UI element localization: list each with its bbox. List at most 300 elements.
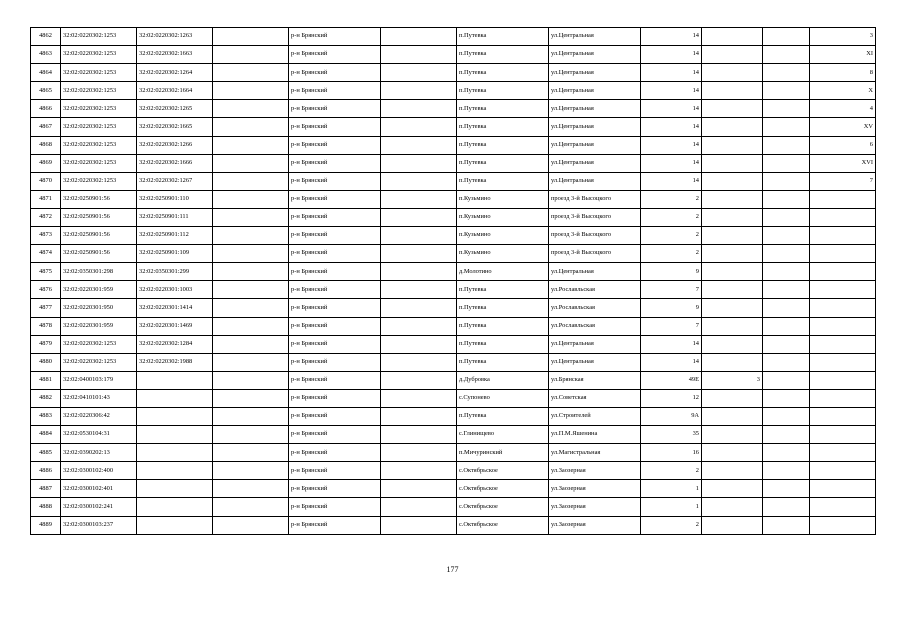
parent-cadastral-number-cell: 32:02:0220302:1284 [137,335,213,353]
blank-col-11-cell [763,82,810,100]
blank-col-6-cell [381,317,457,335]
blank-col-11-cell [763,64,810,82]
apartment-number-cell [810,516,876,534]
building-number-cell [702,317,763,335]
blank-col-6-cell [381,227,457,245]
cadastral-number-cell: 32:02:0220301:959 [61,281,137,299]
blank-col-6-cell [381,281,457,299]
street-cell: ул.Советская [549,389,641,407]
apartment-number-cell: XVI [810,154,876,172]
building-number-cell [702,46,763,64]
street-cell: ул.Рославльская [549,281,641,299]
house-number-cell: 14 [641,154,702,172]
building-number-cell [702,462,763,480]
parent-cadastral-number-cell: 32:02:0220301:1414 [137,299,213,317]
table-row [31,154,876,172]
blank-col-4-cell [213,480,289,498]
settlement-cell: п.Мичуринский [457,444,549,462]
blank-col-6-cell [381,299,457,317]
blank-col-11-cell [763,172,810,190]
parent-cadastral-number-cell: 32:02:0220302:1666 [137,154,213,172]
cadastral-number-cell: 32:02:0250901:56 [61,208,137,226]
house-number-cell: 2 [641,245,702,263]
street-cell: ул.Рославльская [549,317,641,335]
street-cell: ул.Рославльская [549,299,641,317]
house-number-cell: 7 [641,317,702,335]
district-cell: р-н Брянский [289,172,381,190]
table-row [31,353,876,371]
table-row [31,335,876,353]
blank-col-11-cell [763,498,810,516]
blank-col-11-cell [763,190,810,208]
table-row [31,64,876,82]
district-cell: р-н Брянский [289,389,381,407]
row-index-cell: 4889 [31,516,61,534]
row-index-cell: 4885 [31,444,61,462]
settlement-cell: п.Путевка [457,28,549,46]
house-number-cell: 12 [641,389,702,407]
table-row [31,208,876,226]
street-cell: ул.Центральная [549,172,641,190]
parent-cadastral-number-cell [137,444,213,462]
district-cell: р-н Брянский [289,136,381,154]
house-number-cell: 14 [641,82,702,100]
blank-col-6-cell [381,407,457,425]
settlement-cell: с.Глинищево [457,426,549,444]
blank-col-4-cell [213,335,289,353]
settlement-cell: п.Путевка [457,82,549,100]
parent-cadastral-number-cell: 32:02:0250901:111 [137,208,213,226]
blank-col-6-cell [381,426,457,444]
building-number-cell [702,426,763,444]
district-cell: р-н Брянский [289,371,381,389]
settlement-cell: с.Супонево [457,389,549,407]
blank-col-4-cell [213,28,289,46]
parent-cadastral-number-cell: 32:02:0220302:1988 [137,353,213,371]
apartment-number-cell: XI [810,46,876,64]
apartment-number-cell [810,208,876,226]
settlement-cell: п.Путевка [457,118,549,136]
apartment-number-cell: 3 [810,28,876,46]
blank-col-6-cell [381,245,457,263]
blank-col-11-cell [763,335,810,353]
blank-col-4-cell [213,498,289,516]
row-index-cell: 4880 [31,353,61,371]
building-number-cell [702,118,763,136]
blank-col-11-cell [763,389,810,407]
settlement-cell: п.Кузьмино [457,208,549,226]
parent-cadastral-number-cell: 32:02:0250901:109 [137,245,213,263]
building-number-cell [702,444,763,462]
blank-col-4-cell [213,154,289,172]
house-number-cell: 14 [641,335,702,353]
settlement-cell: п.Путевка [457,172,549,190]
house-number-cell: 14 [641,136,702,154]
blank-col-4-cell [213,299,289,317]
house-number-cell: 2 [641,190,702,208]
street-cell: проезд 3-й Высоцкого [549,208,641,226]
blank-col-11-cell [763,118,810,136]
building-number-cell [702,64,763,82]
blank-col-4-cell [213,64,289,82]
house-number-cell: 14 [641,353,702,371]
cadastral-number-cell: 32:02:0530104:31 [61,426,137,444]
row-index-cell: 4883 [31,407,61,425]
street-cell: ул.Заозерная [549,480,641,498]
street-cell: ул.Центральная [549,154,641,172]
street-cell: ул.Центральная [549,82,641,100]
district-cell: р-н Брянский [289,335,381,353]
blank-col-11-cell [763,154,810,172]
row-index-cell: 4876 [31,281,61,299]
blank-col-4-cell [213,444,289,462]
table-row [31,100,876,118]
street-cell: ул.П.М.Яшенина [549,426,641,444]
house-number-cell: 14 [641,118,702,136]
blank-col-11-cell [763,227,810,245]
blank-col-11-cell [763,371,810,389]
settlement-cell: п.Кузьмино [457,245,549,263]
house-number-cell: 2 [641,462,702,480]
district-cell: р-н Брянский [289,82,381,100]
street-cell: проезд 3-й Высоцкого [549,227,641,245]
building-number-cell [702,136,763,154]
parent-cadastral-number-cell: 32:02:0220302:1267 [137,172,213,190]
cadastral-number-cell: 32:02:0220302:1253 [61,118,137,136]
blank-col-11-cell [763,136,810,154]
settlement-cell: д.Дубровка [457,371,549,389]
street-cell: проезд 3-й Высоцкого [549,190,641,208]
apartment-number-cell: 7 [810,172,876,190]
row-index-cell: 4873 [31,227,61,245]
building-number-cell [702,190,763,208]
building-number-cell [702,82,763,100]
building-number-cell [702,498,763,516]
row-index-cell: 4886 [31,462,61,480]
settlement-cell: п.Путевка [457,299,549,317]
table-row [31,389,876,407]
building-number-cell [702,335,763,353]
row-index-cell: 4874 [31,245,61,263]
apartment-number-cell [810,263,876,281]
settlement-cell: п.Путевка [457,154,549,172]
cadastral-number-cell: 32:02:0220302:1253 [61,172,137,190]
table-row [31,118,876,136]
settlement-cell: с.Октябрьское [457,480,549,498]
apartment-number-cell: 6 [810,136,876,154]
district-cell: р-н Брянский [289,299,381,317]
blank-col-6-cell [381,480,457,498]
row-index-cell: 4878 [31,317,61,335]
blank-col-4-cell [213,371,289,389]
blank-col-11-cell [763,299,810,317]
row-index-cell: 4871 [31,190,61,208]
table-row [31,281,876,299]
blank-col-11-cell [763,208,810,226]
table-row [31,516,876,534]
building-number-cell [702,227,763,245]
district-cell: р-н Брянский [289,227,381,245]
blank-col-6-cell [381,100,457,118]
blank-col-4-cell [213,317,289,335]
building-number-cell [702,407,763,425]
settlement-cell: п.Путевка [457,407,549,425]
district-cell: р-н Брянский [289,28,381,46]
apartment-number-cell: 4 [810,100,876,118]
parent-cadastral-number-cell: 32:02:0220302:1665 [137,118,213,136]
table-row [31,444,876,462]
blank-col-11-cell [763,426,810,444]
blank-col-6-cell [381,371,457,389]
settlement-cell: с.Октябрьское [457,516,549,534]
blank-col-11-cell [763,353,810,371]
row-index-cell: 4868 [31,136,61,154]
cadastral-number-cell: 32:02:0410101:43 [61,389,137,407]
row-index-cell: 4888 [31,498,61,516]
table-body [31,28,876,535]
address-register-table [30,27,876,535]
district-cell: р-н Брянский [289,208,381,226]
cadastral-number-cell: 32:02:0220302:1253 [61,46,137,64]
apartment-number-cell [810,389,876,407]
parent-cadastral-number-cell [137,462,213,480]
building-number-cell [702,480,763,498]
district-cell: р-н Брянский [289,64,381,82]
blank-col-6-cell [381,28,457,46]
cadastral-number-cell: 32:02:0220302:1253 [61,353,137,371]
blank-col-6-cell [381,172,457,190]
blank-col-11-cell [763,281,810,299]
parent-cadastral-number-cell: 32:02:0220302:1664 [137,82,213,100]
row-index-cell: 4882 [31,389,61,407]
apartment-number-cell: 8 [810,64,876,82]
settlement-cell: п.Путевка [457,64,549,82]
cadastral-number-cell: 32:02:0300102:401 [61,480,137,498]
parent-cadastral-number-cell: 32:02:0220302:1663 [137,46,213,64]
building-number-cell [702,281,763,299]
apartment-number-cell [810,407,876,425]
blank-col-11-cell [763,407,810,425]
building-number-cell [702,353,763,371]
table-row [31,371,876,389]
district-cell: р-н Брянский [289,498,381,516]
row-index-cell: 4881 [31,371,61,389]
blank-col-4-cell [213,263,289,281]
apartment-number-cell: XV [810,118,876,136]
house-number-cell: 14 [641,100,702,118]
table-row [31,28,876,46]
house-number-cell: 2 [641,208,702,226]
settlement-cell: п.Путевка [457,353,549,371]
cadastral-number-cell: 32:02:0300102:241 [61,498,137,516]
house-number-cell: 2 [641,516,702,534]
house-number-cell: 14 [641,172,702,190]
street-cell: ул.Центральная [549,263,641,281]
row-index-cell: 4877 [31,299,61,317]
parent-cadastral-number-cell: 32:02:0220301:1003 [137,281,213,299]
apartment-number-cell [810,190,876,208]
table-row [31,136,876,154]
cadastral-number-cell: 32:02:0350301:298 [61,263,137,281]
district-cell: р-н Брянский [289,480,381,498]
settlement-cell: п.Путевка [457,281,549,299]
settlement-cell: с.Октябрьское [457,462,549,480]
house-number-cell: 9 [641,299,702,317]
table-row [31,245,876,263]
apartment-number-cell [810,227,876,245]
apartment-number-cell [810,245,876,263]
table-row [31,426,876,444]
building-number-cell [702,100,763,118]
row-index-cell: 4884 [31,426,61,444]
street-cell: проезд 3-й Высоцкого [549,245,641,263]
blank-col-11-cell [763,46,810,64]
district-cell: р-н Брянский [289,462,381,480]
blank-col-11-cell [763,28,810,46]
blank-col-4-cell [213,281,289,299]
district-cell: р-н Брянский [289,118,381,136]
cadastral-number-cell: 32:02:0390202:13 [61,444,137,462]
district-cell: р-н Брянский [289,263,381,281]
blank-col-6-cell [381,335,457,353]
settlement-cell: п.Кузьмино [457,227,549,245]
row-index-cell: 4869 [31,154,61,172]
cadastral-number-cell: 32:02:0220306:42 [61,407,137,425]
row-index-cell: 4887 [31,480,61,498]
street-cell: ул.Центральная [549,335,641,353]
blank-col-6-cell [381,516,457,534]
apartment-number-cell: X [810,82,876,100]
street-cell: ул.Центральная [549,46,641,64]
building-number-cell [702,172,763,190]
row-index-cell: 4866 [31,100,61,118]
table-row [31,462,876,480]
blank-col-11-cell [763,317,810,335]
cadastral-number-cell: 32:02:0220302:1253 [61,64,137,82]
building-number-cell [702,28,763,46]
cadastral-number-cell: 32:02:0220302:1253 [61,136,137,154]
blank-col-6-cell [381,190,457,208]
building-number-cell [702,208,763,226]
cadastral-number-cell: 32:02:0250901:56 [61,190,137,208]
settlement-cell: п.Путевка [457,100,549,118]
parent-cadastral-number-cell: 32:02:0220302:1265 [137,100,213,118]
house-number-cell: 35 [641,426,702,444]
parent-cadastral-number-cell [137,389,213,407]
blank-col-6-cell [381,64,457,82]
house-number-cell: 14 [641,64,702,82]
table-row [31,263,876,281]
blank-col-6-cell [381,154,457,172]
table-row [31,299,876,317]
district-cell: р-н Брянский [289,444,381,462]
street-cell: ул.Брянская [549,371,641,389]
apartment-number-cell [810,281,876,299]
row-index-cell: 4875 [31,263,61,281]
cadastral-number-cell: 32:02:0220302:1253 [61,28,137,46]
district-cell: р-н Брянский [289,317,381,335]
row-index-cell: 4865 [31,82,61,100]
blank-col-6-cell [381,263,457,281]
apartment-number-cell [810,353,876,371]
row-index-cell: 4872 [31,208,61,226]
blank-col-6-cell [381,46,457,64]
table-row [31,190,876,208]
district-cell: р-н Брянский [289,190,381,208]
blank-col-6-cell [381,498,457,516]
street-cell: ул.Центральная [549,136,641,154]
district-cell: р-н Брянский [289,281,381,299]
parent-cadastral-number-cell: 32:02:0220301:1469 [137,317,213,335]
street-cell: ул.Заозерная [549,462,641,480]
page-number: 177 [446,565,459,574]
parent-cadastral-number-cell [137,426,213,444]
parent-cadastral-number-cell [137,498,213,516]
blank-col-4-cell [213,245,289,263]
house-number-cell: 49Е [641,371,702,389]
cadastral-number-cell: 32:02:0220302:1253 [61,154,137,172]
cadastral-number-cell: 32:02:0250901:56 [61,227,137,245]
blank-col-4-cell [213,118,289,136]
district-cell: р-н Брянский [289,100,381,118]
blank-col-4-cell [213,407,289,425]
street-cell: ул.Центральная [549,100,641,118]
building-number-cell [702,516,763,534]
blank-col-6-cell [381,208,457,226]
apartment-number-cell [810,426,876,444]
table-row [31,82,876,100]
table-row [31,480,876,498]
cadastral-number-cell: 32:02:0220302:1253 [61,82,137,100]
table-row [31,317,876,335]
cadastral-number-cell: 32:02:0250901:56 [61,245,137,263]
blank-col-4-cell [213,426,289,444]
blank-col-6-cell [381,353,457,371]
blank-col-11-cell [763,100,810,118]
house-number-cell: 7 [641,281,702,299]
table-row [31,498,876,516]
blank-col-4-cell [213,462,289,480]
blank-col-11-cell [763,516,810,534]
blank-col-4-cell [213,353,289,371]
row-index-cell: 4864 [31,64,61,82]
street-cell: ул.Центральная [549,64,641,82]
table-row [31,46,876,64]
cadastral-number-cell: 32:02:0220302:1253 [61,335,137,353]
building-number-cell [702,389,763,407]
settlement-cell: с.Октябрьское [457,498,549,516]
blank-col-4-cell [213,227,289,245]
street-cell: ул.Строителей [549,407,641,425]
table-row [31,172,876,190]
cadastral-number-cell: 32:02:0300103:237 [61,516,137,534]
district-cell: р-н Брянский [289,353,381,371]
parent-cadastral-number-cell: 32:02:0250901:110 [137,190,213,208]
blank-col-11-cell [763,263,810,281]
house-number-cell: 14 [641,28,702,46]
apartment-number-cell [810,480,876,498]
apartment-number-cell [810,371,876,389]
parent-cadastral-number-cell [137,407,213,425]
house-number-cell: 1 [641,498,702,516]
blank-col-4-cell [213,172,289,190]
blank-col-4-cell [213,46,289,64]
building-number-cell [702,245,763,263]
building-number-cell [702,154,763,172]
street-cell: ул.Центральная [549,353,641,371]
parent-cadastral-number-cell: 32:02:0220302:1266 [137,136,213,154]
blank-col-4-cell [213,516,289,534]
